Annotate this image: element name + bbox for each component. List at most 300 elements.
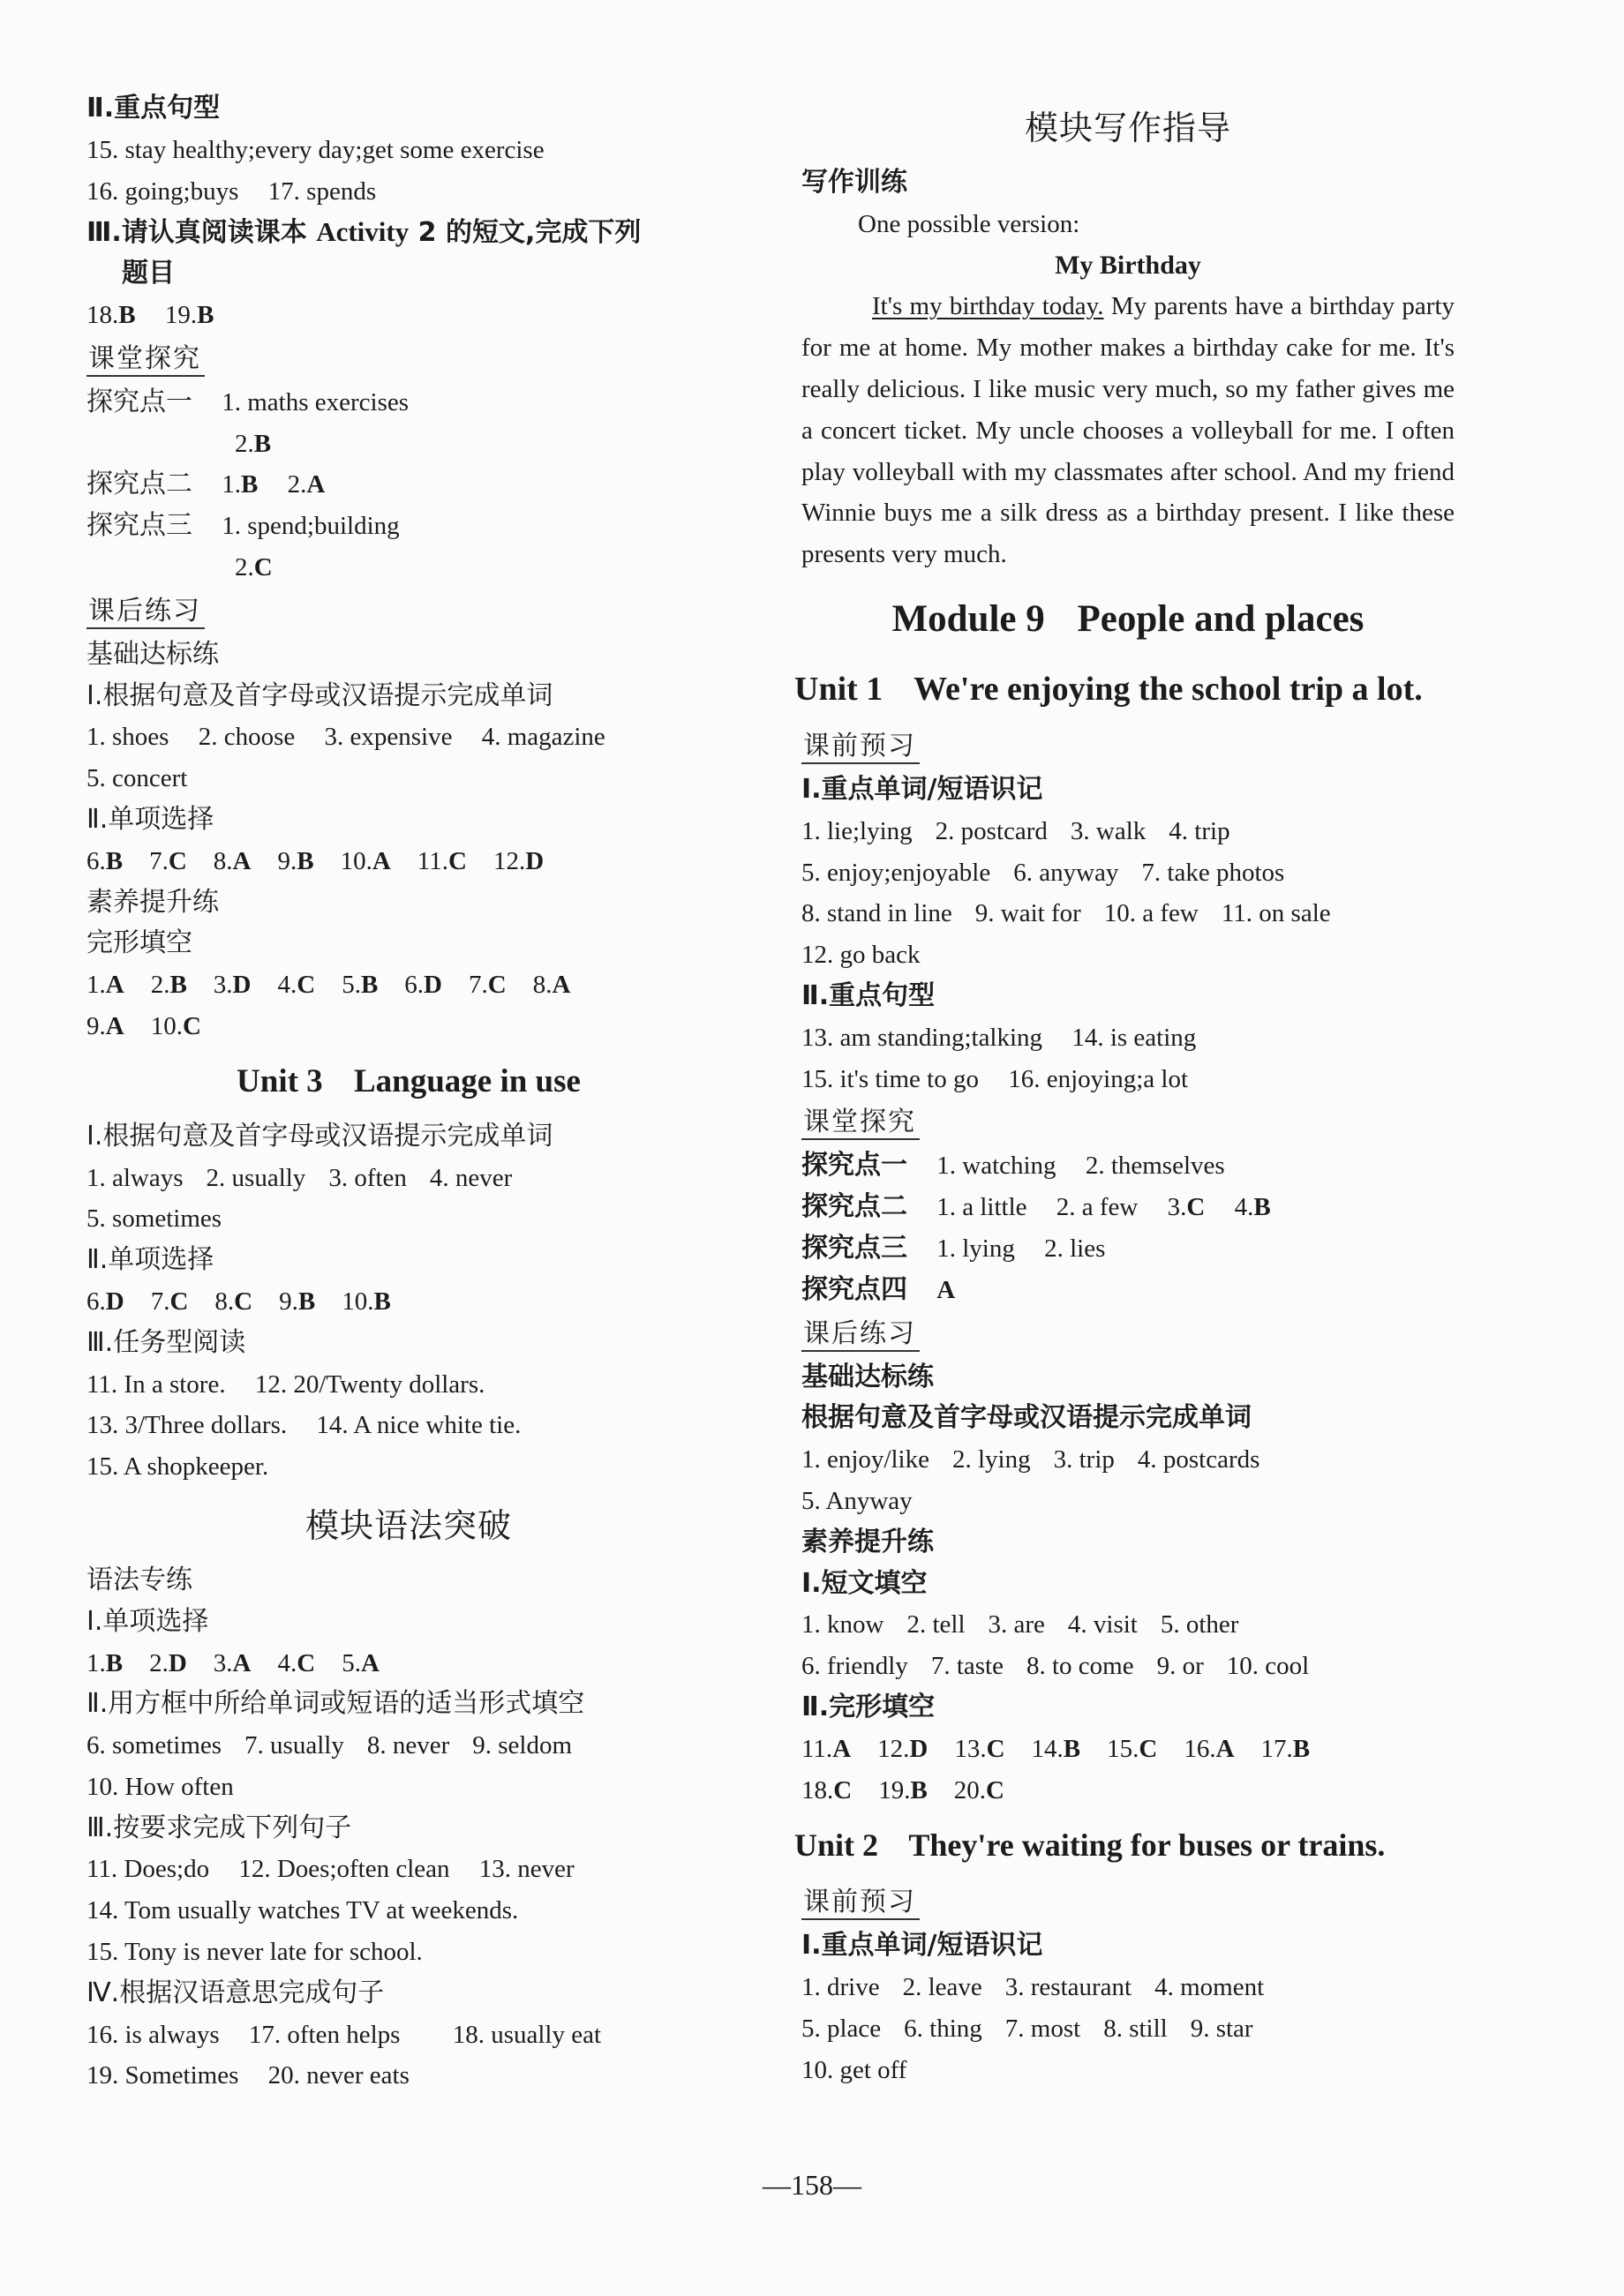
mc-answer: [404, 971, 442, 999]
answer-text: 1. enjoy/like: [801, 1445, 929, 1474]
section-heading: Ⅰ.重点单词/短语识记: [801, 773, 1043, 805]
answer-text: 1. watching: [936, 1152, 1056, 1181]
mc-answer: [1184, 1735, 1234, 1763]
answer-letter: A: [306, 470, 326, 499]
answer-line: 5. sometimes: [86, 1204, 222, 1234]
word-row: [801, 1439, 1455, 1481]
answer-text: 9. or: [1156, 1652, 1204, 1681]
answer-text: 5. other: [1160, 1610, 1239, 1639]
right-column: [794, 99, 1455, 2090]
mc-answer: [278, 1649, 316, 1677]
answer-text: 1. shoes: [86, 723, 169, 752]
answer-letter: C: [487, 971, 507, 1000]
answer-num: 8.: [214, 1287, 235, 1316]
answer-num: 2.: [287, 470, 307, 499]
answer-text: 9. star: [1190, 2014, 1253, 2043]
answer-letter: B: [105, 846, 124, 875]
answer-num: 14.: [1031, 1734, 1064, 1763]
section-heading: Ⅰ.根据句意及首字母或汉语提示完成单词: [86, 1120, 553, 1152]
answer-letter: B: [297, 1287, 316, 1316]
answer-text: 10. a few: [1103, 899, 1199, 928]
answer-text: 1. always: [86, 1163, 184, 1192]
answer-text: 4. moment: [1154, 1973, 1265, 2002]
answer-letter: A: [832, 1734, 852, 1763]
answer-text: 7. most: [1004, 2014, 1081, 2043]
answer-line: 14. Tom usually watches TV at weekends.: [86, 1896, 519, 1925]
answer-text: 8. to come: [1026, 1652, 1134, 1681]
mc-answer: [86, 971, 124, 999]
answer-letter: C: [182, 1011, 201, 1040]
explore-row: [86, 506, 731, 547]
answer-letter: C: [297, 971, 316, 1000]
answer-text: 8. never: [366, 1731, 450, 1760]
answer-letter: C: [1186, 1193, 1206, 1222]
answer-line: [86, 295, 731, 336]
answer-text: 2. lying: [951, 1445, 1031, 1474]
answer-line: [86, 1364, 731, 1406]
box-heading: 课前预习: [801, 1887, 920, 1920]
answer-text: 13. never: [478, 1855, 575, 1884]
answer-letter: A: [936, 1275, 956, 1304]
mc-row: [801, 1729, 1455, 1770]
section-heading: Ⅱ.单项选择: [86, 1244, 214, 1276]
answer-letter: C: [169, 1287, 189, 1316]
answer-num: 4.: [277, 1648, 297, 1677]
answer-letter: B: [1253, 1193, 1271, 1222]
answer-line: [86, 2055, 731, 2097]
section-heading: Ⅱ.单项选择: [86, 803, 214, 835]
mc-answer: [214, 971, 252, 999]
answer-text: 16. is always: [86, 2020, 220, 2049]
module-title: [801, 584, 1455, 655]
answer-letter: D: [168, 1648, 187, 1677]
answer-letter: B: [197, 300, 214, 329]
answer-line: [86, 717, 731, 758]
mc-answer: [417, 847, 467, 875]
mc-answer: [1107, 1735, 1157, 1763]
answer-text: 6. anyway: [1013, 858, 1119, 887]
word-row: [801, 1967, 1455, 2008]
answer-letter: B: [297, 846, 314, 875]
answer-text: 6. friendly: [801, 1652, 908, 1681]
answer-text: 4. postcards: [1137, 1445, 1260, 1474]
answer-text: 17. often helps: [248, 2020, 401, 2049]
explore-row: [801, 1270, 1455, 1311]
mc-row: [86, 1006, 731, 1047]
answer-letter: A: [360, 1648, 380, 1677]
answer-text: 14. is eating: [1071, 1023, 1197, 1052]
module-name: People and places: [1077, 597, 1365, 640]
mc-answer: [877, 1735, 928, 1763]
explore-label: 探究点二: [801, 1191, 907, 1223]
answer-text: 2. leave: [902, 1973, 982, 2002]
answer-letter: C: [253, 552, 273, 582]
answer-num: 9.: [86, 1011, 106, 1040]
section-heading: Ⅱ.用方框中所给单词或短语的适当形式填空: [86, 1688, 585, 1720]
answer-line: 12. go back: [801, 941, 921, 970]
essay-title: My Birthday: [1055, 250, 1201, 280]
answer-num: 7.: [149, 846, 169, 875]
answer-num: 1.: [222, 470, 241, 499]
answer-letter: A: [105, 971, 124, 1000]
page-number: —158—: [763, 2169, 861, 2201]
answer-num: 19.: [878, 1775, 911, 1805]
section-heading: Ⅰ.短文填空: [801, 1567, 928, 1599]
answer-text: 11. Does;do: [86, 1855, 210, 1884]
answer-text: 12. Does;often clean: [238, 1855, 450, 1884]
explore-row: [801, 1145, 1455, 1187]
explore-label: 探究点三: [86, 510, 192, 542]
answer-text: 1. spend;building: [222, 512, 400, 541]
answer-letter: C: [986, 1775, 1004, 1805]
heading-part: Ⅲ.请认真阅读课本: [86, 217, 317, 249]
answer-text: 3. are: [988, 1610, 1045, 1639]
section-heading: Ⅰ.重点单词/短语识记: [801, 1930, 1043, 1962]
answer-line: 15. A shopkeeper.: [86, 1452, 269, 1482]
answer-text: 2. postcard: [935, 816, 1048, 845]
answer-num: 18.: [86, 300, 119, 329]
answer-line: 5. Anyway: [801, 1486, 913, 1515]
answer-text: 6. sometimes: [86, 1731, 222, 1760]
answer-num: 9.: [279, 1287, 298, 1316]
answer-num: 11.: [801, 1734, 833, 1763]
answer-text: 9. seldom: [472, 1731, 573, 1760]
word-row: [801, 893, 1455, 934]
mc-answer: [149, 847, 187, 875]
answer-text: 13. am standing;talking: [801, 1023, 1043, 1052]
answer-text: 1. a little: [936, 1193, 1027, 1222]
answer-text: 6. thing: [904, 2014, 982, 2043]
section-heading: 根据句意及首字母或汉语提示完成单词: [801, 1402, 1252, 1434]
mc-answer: [878, 1776, 928, 1805]
answer-text: 11. In a store.: [86, 1369, 226, 1399]
explore-row: [86, 382, 731, 424]
answer-text: 3. often: [328, 1163, 407, 1192]
answer-letter: A: [232, 1648, 252, 1677]
unit-number: Unit 2: [794, 1827, 879, 1864]
answer-num: 7.: [150, 1287, 170, 1316]
word-row: [86, 1725, 731, 1767]
mc-row: [801, 1770, 1455, 1812]
mc-answer: [954, 1776, 1004, 1805]
subsection-heading: 写作训练: [801, 167, 907, 198]
mc-answer: [342, 1287, 391, 1316]
unit-title: [86, 1047, 731, 1116]
answer-num: 5.: [342, 971, 361, 1000]
answer-text: 15. it's time to go: [801, 1064, 979, 1093]
answer-num: 2.: [235, 429, 254, 458]
answer-line: [86, 2015, 731, 2056]
word-row: [801, 2008, 1455, 2050]
answer-num: 16.: [1184, 1734, 1216, 1763]
heading-part: Activity: [316, 216, 410, 248]
unit-name: We're enjoying the school trip a lot.: [914, 670, 1423, 708]
mc-answer: [151, 1287, 189, 1316]
explore-label: 探究点一: [86, 386, 192, 417]
unit-number: Unit 3: [237, 1062, 323, 1099]
answer-num: 2.: [235, 552, 254, 582]
module-number: Module 9: [891, 597, 1045, 640]
answer-num: 13.: [954, 1734, 987, 1763]
essay-paragraph: [801, 286, 1455, 575]
answer-num: 17.: [1260, 1734, 1293, 1763]
answer-num: 10.: [150, 1011, 183, 1040]
subsection-heading: 语法专练: [86, 1564, 192, 1595]
answer-letter: C: [833, 1775, 853, 1805]
mc-answer: [342, 971, 378, 999]
mc-answer: [341, 847, 391, 875]
answer-text: 16. enjoying;a lot: [1008, 1064, 1189, 1093]
answer-text: 10. cool: [1226, 1652, 1310, 1681]
mc-answer: [214, 847, 252, 875]
answer-text: 16. going;buys: [86, 176, 239, 206]
word-row: [801, 811, 1455, 852]
mc-row: [86, 841, 731, 882]
answer-line: 15. Tony is never late for school.: [86, 1938, 423, 1967]
answer-letter: C: [234, 1287, 253, 1316]
mc-answer: [533, 971, 571, 999]
answer-letter: A: [372, 846, 391, 875]
section-heading: [86, 212, 731, 253]
answer-letter: B: [373, 1287, 391, 1316]
mc-answer: [493, 847, 544, 875]
box-heading-row: [86, 336, 731, 382]
mc-answer: [801, 1776, 852, 1805]
section-title: 模块语法突破: [304, 1505, 512, 1545]
answer-num: 1.: [86, 971, 106, 1000]
answer-text: 4. magazine: [481, 723, 605, 752]
box-heading-row: [801, 724, 1455, 769]
box-heading: 课堂探究: [86, 343, 205, 377]
mc-answer: [1032, 1735, 1081, 1763]
section-heading: Ⅲ.按要求完成下列句子: [86, 1812, 352, 1843]
answer-line: 10. How often: [86, 1772, 234, 1801]
answer-text: 17. spends: [267, 176, 377, 206]
explore-label: 探究点一: [801, 1150, 907, 1182]
answer-text: 2. tell: [906, 1610, 966, 1639]
answer-num: 4.: [277, 971, 297, 1000]
answer-letter: B: [169, 971, 187, 1000]
answer-letter: D: [909, 1734, 929, 1763]
subsection-heading: 素养提升练: [801, 1526, 934, 1557]
mc-answer: [86, 1649, 123, 1677]
section-heading: Ⅱ.完形填空: [801, 1691, 936, 1722]
answer-letter: B: [1292, 1734, 1311, 1763]
answer-text: 1. lie;lying: [801, 816, 913, 845]
answer-text: 3. walk: [1070, 816, 1147, 845]
answer-letter: B: [1063, 1734, 1081, 1763]
answer-line: [801, 1017, 1455, 1059]
answer-text: 2. usually: [206, 1163, 306, 1192]
box-heading: 课后练习: [801, 1318, 920, 1352]
answer-text: 20. never eats: [267, 2061, 410, 2090]
answer-text: 3. expensive: [324, 723, 453, 752]
answer-line: 5. concert: [86, 764, 188, 793]
answer-text: 11. on sale: [1221, 899, 1331, 928]
explore-label: 探究点三: [801, 1232, 907, 1264]
subsection-heading: 完形填空: [86, 927, 192, 959]
word-row: [801, 1646, 1455, 1687]
answer-num: 5.: [342, 1648, 361, 1677]
answer-num: 7.: [469, 971, 488, 1000]
explore-row: [801, 1228, 1455, 1270]
section-heading: Ⅱ.重点句型: [86, 93, 221, 124]
answer-letter: C: [297, 1648, 316, 1677]
answer-letter: D: [525, 846, 545, 875]
answer-text: 13. 3/Three dollars.: [86, 1411, 288, 1440]
answer-num: 11.: [417, 846, 448, 875]
section-heading: Ⅲ.任务型阅读: [86, 1326, 246, 1358]
answer-num: 10.: [340, 846, 372, 875]
mc-answer: [86, 847, 123, 875]
answer-line: [86, 171, 731, 213]
box-heading-row: [86, 589, 731, 634]
answer-num: 2.: [149, 1648, 169, 1677]
mc-answer: [86, 1287, 124, 1316]
answer-text: 5. place: [801, 2014, 882, 2043]
section-heading: Ⅱ.重点句型: [801, 979, 936, 1011]
unit-number: Unit 1: [794, 670, 883, 708]
box-heading-row: [801, 1099, 1455, 1145]
answer-text: 5. enjoy;enjoyable: [801, 858, 991, 887]
answer-line: [86, 424, 731, 465]
answer-letter: B: [105, 1648, 124, 1677]
answer-text: 18. usually eat: [452, 2020, 602, 2049]
box-heading-row: [801, 1880, 1455, 1925]
answer-letter: D: [424, 971, 442, 1000]
answer-letter: D: [232, 971, 252, 1000]
answer-num: 6.: [86, 846, 106, 875]
answer-num: 20.: [953, 1775, 987, 1805]
explore-row: [86, 464, 731, 506]
answer-text: 14. A nice white tie.: [316, 1411, 522, 1440]
answer-text: 3. restaurant: [1004, 1973, 1132, 2002]
explore-label: 探究点四: [801, 1273, 907, 1305]
left-column: [86, 88, 731, 2097]
answer-num: 6.: [404, 971, 425, 1000]
answer-text: 2. a few: [1056, 1193, 1139, 1222]
answer-num: 10.: [342, 1287, 374, 1316]
answer-text: 1. drive: [801, 1973, 880, 2002]
answer-text: 9. wait for: [974, 899, 1081, 928]
answer-text: 19. Sometimes: [86, 2061, 239, 2090]
box-heading-row: [801, 1311, 1455, 1357]
answer-num: 2.: [150, 971, 170, 1000]
mc-answer: [279, 1287, 315, 1316]
answer-num: 12.: [877, 1734, 910, 1763]
answer-num: 3.: [213, 971, 233, 1000]
mc-answer: [151, 1012, 201, 1040]
section-heading: Ⅰ.根据句意及首字母或汉语提示完成单词: [86, 679, 553, 711]
answer-num: 15.: [1107, 1734, 1139, 1763]
subsection-heading: 素养提升练: [86, 886, 219, 918]
answer-letter: D: [105, 1287, 124, 1316]
answer-num: 3.: [213, 1648, 233, 1677]
unit-title: [794, 655, 1455, 724]
answer-line: [86, 1405, 731, 1446]
section-heading-cont: 题目: [122, 258, 175, 289]
answer-text: 7. usually: [244, 1731, 344, 1760]
mc-answer: [342, 1649, 380, 1677]
answer-num: 18.: [801, 1775, 834, 1805]
mc-answer: [954, 1735, 1004, 1763]
mc-answer: [149, 1649, 187, 1677]
explore-label: 探究点二: [86, 469, 192, 500]
word-row: [86, 1158, 731, 1199]
answer-text: 4. never: [429, 1163, 513, 1192]
section-title: 模块写作指导: [1024, 109, 1231, 147]
answer-letter: C: [447, 846, 467, 875]
answer-letter: B: [910, 1775, 928, 1805]
answer-text: 4. trip: [1169, 816, 1230, 845]
answer-line: 10. get off: [801, 2055, 907, 2084]
answer-text: 2. choose: [198, 723, 296, 752]
answer-letter: A: [552, 971, 571, 1000]
answer-letter: A: [232, 846, 252, 875]
box-heading: 课前预习: [801, 731, 920, 764]
answer-text: 7. take photos: [1141, 858, 1285, 887]
answer-line: [86, 547, 731, 589]
answer-num: 3.: [1167, 1193, 1187, 1222]
word-row: [801, 1604, 1455, 1646]
mc-answer: [801, 1735, 851, 1763]
answer-letter: B: [118, 300, 136, 329]
answer-num: 8.: [213, 846, 233, 875]
answer-text: 1. know: [801, 1610, 884, 1639]
answer-letter: C: [986, 1734, 1005, 1763]
essay-body: My parents have a birthday party for me at home. My mother makes a birthday cake for me. It's really delicious. I like music very much, so my father gives me a concert ticket. My uncle chooses a volleyball for me. I often play volleyball with my classmates after school. And my friend Winnie buys me a silk dress as a birthday present. I like these presents very much.: [801, 292, 1455, 569]
mc-row: [86, 964, 731, 1006]
mc-row: [86, 1281, 731, 1323]
answer-line: 15. stay healthy;every day;get some exercise: [86, 135, 545, 164]
subsection-heading: 基础达标练: [86, 638, 219, 670]
answer-text: 2. lies: [1044, 1234, 1106, 1263]
answer-text: 12. 20/Twenty dollars.: [254, 1369, 485, 1399]
answer-num: 1.: [86, 1648, 106, 1677]
version-label: One possible version:: [858, 209, 1080, 238]
answer-num: 9.: [277, 846, 297, 875]
answer-num: 6.: [86, 1287, 106, 1316]
answer-num: 12.: [492, 846, 526, 875]
essay-underlined: It's my birthday today.: [872, 292, 1104, 321]
section-heading: Ⅰ.单项选择: [86, 1605, 209, 1637]
answer-text: 4. visit: [1067, 1610, 1138, 1639]
answer-num: 19.: [164, 300, 198, 329]
answer-num: 4.: [1234, 1193, 1254, 1222]
answer-text: 8. stand in line: [801, 899, 952, 928]
explore-row: [801, 1187, 1455, 1228]
answer-letter: C: [168, 846, 187, 875]
answer-line: [86, 1849, 731, 1890]
answer-text: 3. trip: [1053, 1445, 1115, 1474]
mc-answer: [278, 847, 314, 875]
unit-name: Language in use: [353, 1062, 581, 1099]
mc-answer: [469, 971, 507, 999]
answer-letter: A: [1215, 1734, 1235, 1763]
answer-text: 8. still: [1103, 2014, 1168, 2043]
answer-letter: B: [360, 971, 379, 1000]
answer-text: 7. taste: [930, 1652, 1004, 1681]
mc-answer: [1261, 1735, 1311, 1763]
mc-answer: [214, 1649, 252, 1677]
word-row: [801, 852, 1455, 894]
mc-answer: [214, 1287, 252, 1316]
mc-row: [86, 1643, 731, 1684]
subsection-heading: 基础达标练: [801, 1361, 934, 1392]
answer-text: 2. themselves: [1085, 1152, 1225, 1181]
answer-text: 1. lying: [936, 1234, 1015, 1263]
answer-num: 8.: [532, 971, 553, 1000]
